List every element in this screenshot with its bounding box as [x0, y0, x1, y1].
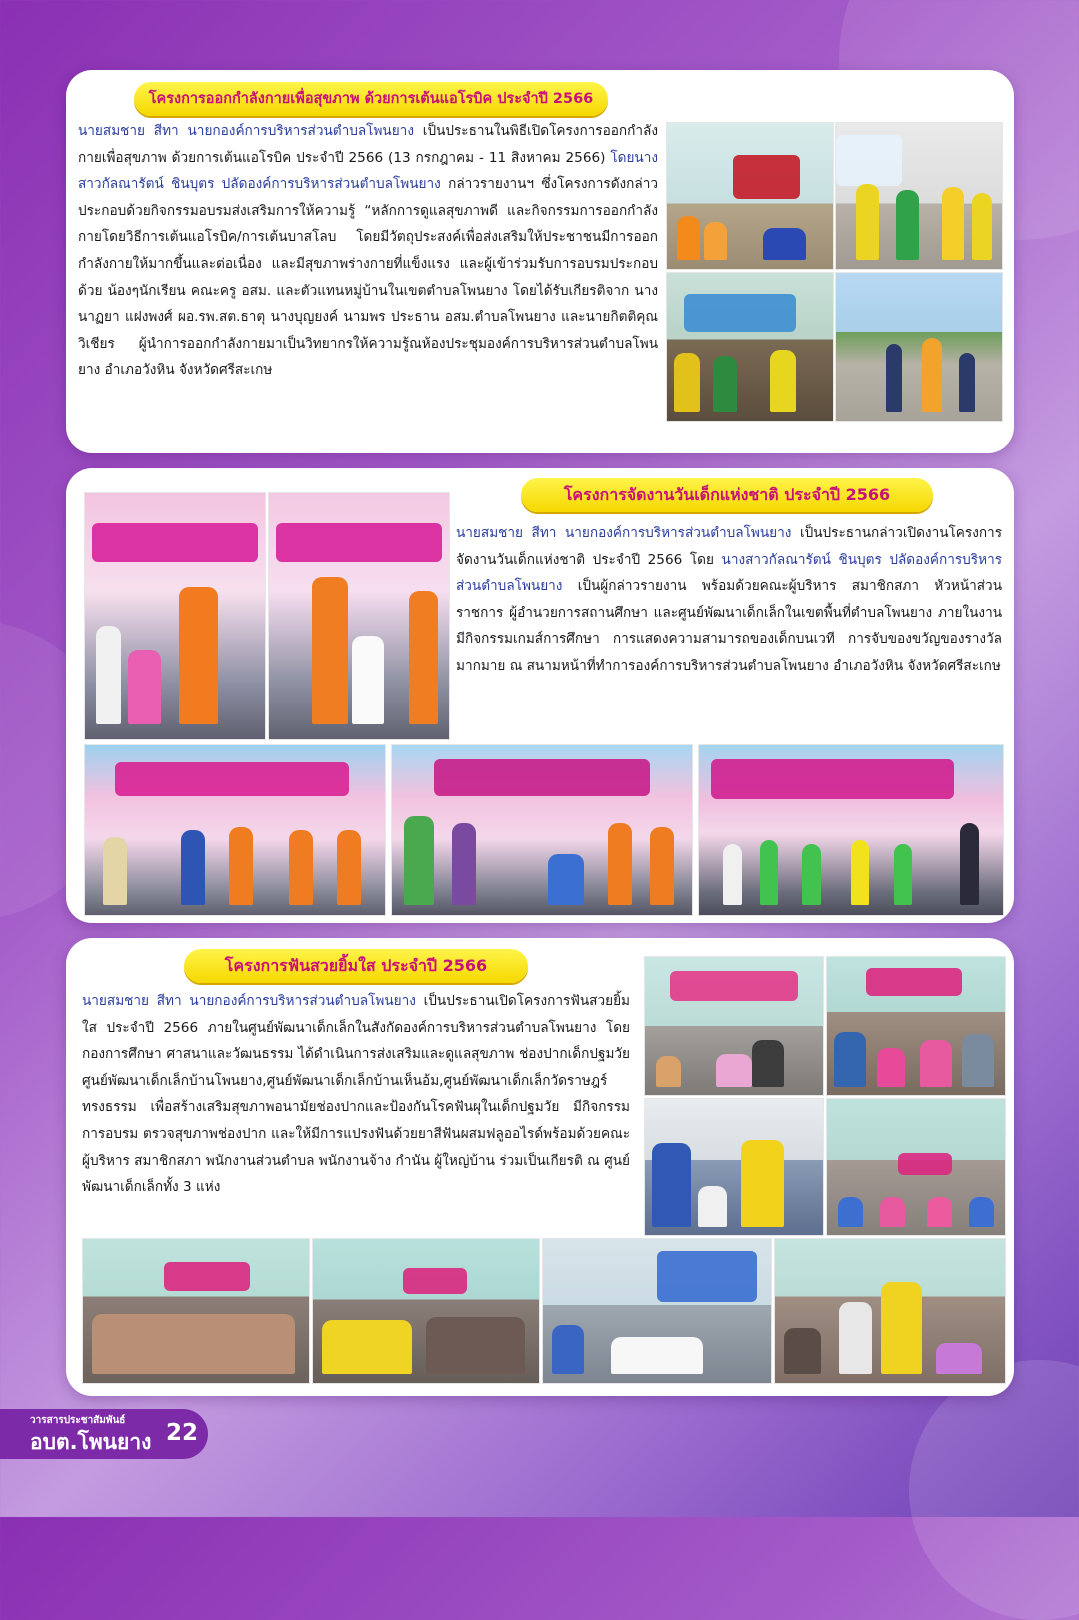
- dental-photo-3: [644, 1098, 824, 1236]
- bg-circle-bottom-right: [909, 1360, 1079, 1620]
- section-childrens-day-title: โครงการจัดงานวันเด็กแห่งชาติ ประจำปี 2566: [521, 478, 933, 512]
- section-dental-card: [66, 938, 1014, 1396]
- aerobic-text-a: เป็นประธานในพิธีเปิดโครงการออกกำลังกายเพื่อสุขภาพ ด้วยการเต้นแอโรบิค ประจำปี 2566 (13 กรกฎาคม - 11 สิงหาคม 2566): [78, 123, 658, 166]
- footer-org-name: อบต.โพนยาง: [30, 1430, 152, 1454]
- dental-photo-5: [82, 1238, 310, 1384]
- dental-photo-1: [644, 956, 824, 1096]
- section-dental-text: [82, 988, 630, 1201]
- aerobic-text-b: กล่าวรายงานฯ ซึ่งโครงการดังกล่าวประกอบด้วยกิจกรรมอบรมส่งเสริมการให้ความรู้ “หลักการดูแลสุขภาพดี และกิจกรรมการออกกำลังกายโดยวิธีการเต้นแอโรบิค/การเต้นบาสโลบ โดยมีวัตถุประสงค์เพื่อส่งเสริมให้ประชาชนมีการออกกำลังกายให้มากขึ้นและต่อเนื่อง และมีสุขภาพร่างกายที่แข็งแรง และผู้เข้าร่วมรับการอบรมประกอบด้วย น้องๆนักเรียน คณะครู อสม. และตัวแทนหมู่บ้านในเขตตำบลโพนยาง โดยได้รับเกียรติจาก นางนาฏยา แฝงพงศ์ ผอ.รพ.สต.ธาตุ นางบุญยงค์ นามพร ประธาน อสม.ตำบลโพนยาง และนายกิตติคุณ วิเชียร ผู้นำการออกกำลังกายมาเป็นวิทยากรให้ความรู้ณห้องประชุมองค์การบริหารส่วนตำบลโพนยาง อำเภอวังหิน จังหวัดศรีสะเกษ: [78, 176, 658, 379]
- dental-photo-7: [542, 1238, 772, 1384]
- childrens-day-text-a: เป็นประธานกล่าวเปิดงานโครงการจัดงานวันเด็กแห่งชาติ ประจำปี 2566 โดย: [456, 525, 1002, 568]
- footer-badge: [0, 1409, 208, 1459]
- childrens-day-photo-4: [391, 744, 693, 916]
- footer-journal-label: วารสารประชาสัมพันธ์: [30, 1415, 126, 1426]
- childrens-day-photo-5: [698, 744, 1004, 916]
- section-aerobic-text: [78, 118, 658, 384]
- dental-text-a: เป็นประธานเปิดโครงการฟันสวยยิ้มใส ประจำปี 2566 ภายในศูนย์พัฒนาเด็กเล็กในสังกัดองค์การบริหารส่วนตำบลโพนยาง โดยกองการศึกษา ศาสนาและวัฒนธรรม ได้ดำเนินการส่งเสริมและดูแลสุขภาพ ช่องปากเด็กปฐมวัยศูนย์พัฒนาเด็กเล็กบ้านโพนยาง,ศูนย์พัฒนาเด็กเล็กบ้านเห็นอ้ม,ศูนย์พัฒนาเด็กเล็กวัดราษฎร์ทรงธรรม เพื่อสร้างเสริมสุขภาพอนามัยช่องปากและป้องกันโรคฟันผุในเด็กปฐมวัย มีกิจกรรมการอบรม ตรวจสุขภาพช่องปาก และให้มีการแปรงฟันด้วยยาสีฟันผสมฟลูออไรด์พร้อมด้วยคณะผู้บริหาร สมาชิกสภา พนักงานส่วนตำบล พนักงานจ้าง กำนัน ผู้ใหญ่บ้าน ร่วมเป็นเกียรติ ณ ศูนย์พัฒนาเด็กเล็กทั้ง 3 แห่ง: [82, 993, 630, 1196]
- childrens-day-lead: นายสมชาย สีทา นายกองค์การบริหารส่วนตำบลโพนยาง: [456, 525, 792, 541]
- aerobic-reporter: โดยนางสาวกัลณารัตน์ ชินบุตร ปลัดองค์การบริหารส่วนตำบลโพนยาง: [78, 149, 658, 193]
- aerobic-lead: นายสมชาย สีทา นายกองค์การบริหารส่วนตำบลโพนยาง: [78, 123, 414, 139]
- childrens-day-photo-3: [84, 744, 386, 916]
- section-aerobic-title: โครงการออกกำลังกายเพื่อสุขภาพ ด้วยการเต้นแอโรบิค ประจำปี 2566: [134, 82, 608, 116]
- childrens-day-photo-1: [84, 492, 266, 740]
- childrens-day-photo-2: [268, 492, 450, 740]
- dental-photo-6: [312, 1238, 540, 1384]
- childrens-day-text-b: เป็นผู้กล่าวรายงาน พร้อมด้วยคณะผู้บริหาร สมาชิกสภา หัวหน้าส่วนราชการ ผู้อำนวยการสถานศึกษา และศูนย์พัฒนาเด็กเล็กในเขตพื้นที่ตำบลโพนยาง ภายในงานมีกิจกรรมเกมส์การศึกษา การแสดงความสามารถของเด็กบนเวที การจับของขวัญของรางวัลมากมาย ณ สนามหน้าที่ทำการองค์การบริหารส่วนตำบลโพนยาง อำเภอวังหิน จังหวัดศรีสะเกษ: [456, 578, 1002, 674]
- childrens-day-reporter: นางสาวกัลณารัตน์ ชินบุตร ปลัดองค์การบริหารส่วนตำบลโพนยาง: [456, 551, 1003, 595]
- page-number: 22: [166, 1420, 199, 1446]
- section-dental-title: โครงการฟันสวยยิ้มใส ประจำปี 2566: [184, 949, 528, 983]
- dental-photo-8: [774, 1238, 1006, 1384]
- section-childrens-day-card: [66, 468, 1014, 923]
- aerobic-photo-3: [666, 272, 834, 422]
- aerobic-photo-2: [835, 122, 1003, 270]
- section-childrens-day-text: [456, 520, 1002, 680]
- aerobic-photo-1: [666, 122, 834, 270]
- dental-lead: นายสมชาย สีทา นายกองค์การบริหารส่วนตำบลโพนยาง: [82, 993, 416, 1009]
- dental-photo-4: [826, 1098, 1006, 1236]
- aerobic-photo-4: [835, 272, 1003, 422]
- dental-photo-2: [826, 956, 1006, 1096]
- section-aerobic-card: [66, 70, 1014, 453]
